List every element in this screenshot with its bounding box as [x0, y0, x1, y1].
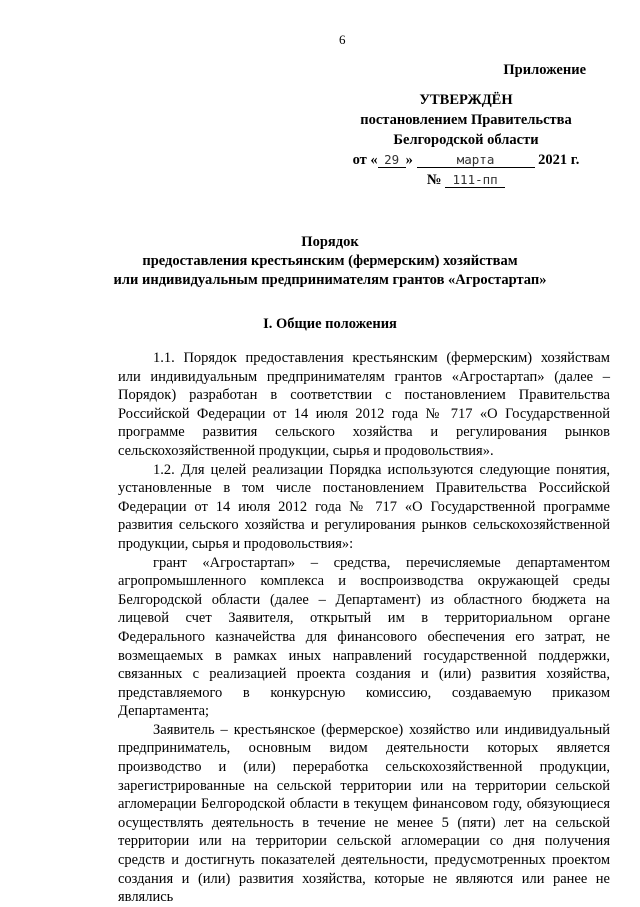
- paragraph-1-1: 1.1. Порядок предоставления крестьянским (фермерским) хозяйствам или индивидуальным предпринимателям грантов «Агростартап» (далее – Порядок) разработан в соответствии с постановлением Правительства Российской Федерации от 14 июля 2012 года № 717 «О Государственной программе развития сельского хозяйства и регулирования рынков сельскохозяйственной продукции, сырья и продовольствия».: [118, 350, 610, 459]
- paragraph-1-2: 1.2. Для целей реализации Порядка используются следующие понятия, установленные в том числе постановлением Правительства Российской Федерации от 14 июля 2012 года № 717 «О Государственной программе развития сельского хозяйства и регулирования рынков сельскохозяйственной продукции, сырья и продовольствия»:: [118, 461, 610, 552]
- approval-date: [346, 150, 586, 170]
- number-value: 111-пп: [445, 173, 505, 188]
- definition-grant: грант «Агростартап» – средства, перечисляемые департаментом агропромышленного комплекса и воспроизводства окружающей среды Белгородской области (далее – Департамент) из областного бюджета на лицевой счет Заявителя, открытый им в территориальном органе Федерального казначейства для финансового обеспечения его затрат, не возмещаемых в рамках иных направлений государственной поддержки, связанных с реализацией проекта создания и (или) развития хозяйства, представляемого в конкурсную комиссию, создаваемую приказом Департамента;: [118, 554, 610, 720]
- title-line2: предоставления крестьянским (фермерским) хозяйствам: [142, 253, 518, 269]
- date-month: марта: [417, 153, 535, 168]
- page-number: 6: [339, 32, 346, 47]
- approval-number: [346, 170, 586, 190]
- title-line1: Порядок: [301, 234, 359, 250]
- approved-by-line2: Белгородской области: [393, 132, 539, 148]
- title-line3: или индивидуальным предпринимателям грантов «Агростартап»: [113, 272, 547, 288]
- definition-applicant: Заявитель – крестьянское (фермерское) хозяйство или индивидуальный предприниматель, основным видом деятельности которых является производство и (или) переработка сельскохозяйственной продукции, зарегистрированные на сельской территории или на территории сельской агломерации Белгородской области в текущем финансовом году, обязующиеся осуществлять деятельность в течение не менее 5 (пяти) лет на сельской территории или на территории сельской агломерации со дня получения средств и достигнуть показателей деятельности, предусмотренных проектом создания и (или) развития хозяйства, которые не являются или ранее не являлись: [118, 721, 610, 906]
- approved-by-line1: постановлением Правительства: [360, 112, 572, 128]
- approval-stamp: [346, 60, 586, 190]
- appendix-label: Приложение: [503, 62, 586, 78]
- document-title: [80, 233, 580, 290]
- date-day-close: »: [405, 152, 413, 168]
- body-text: [118, 349, 610, 907]
- date-year: 2021 г.: [538, 152, 580, 168]
- date-day: 29: [378, 153, 406, 168]
- approved-label: УТВЕРЖДЁН: [419, 92, 513, 108]
- number-prefix: №: [426, 172, 442, 188]
- section-heading: I. Общие положения: [263, 316, 397, 332]
- date-prefix: от «: [352, 152, 378, 168]
